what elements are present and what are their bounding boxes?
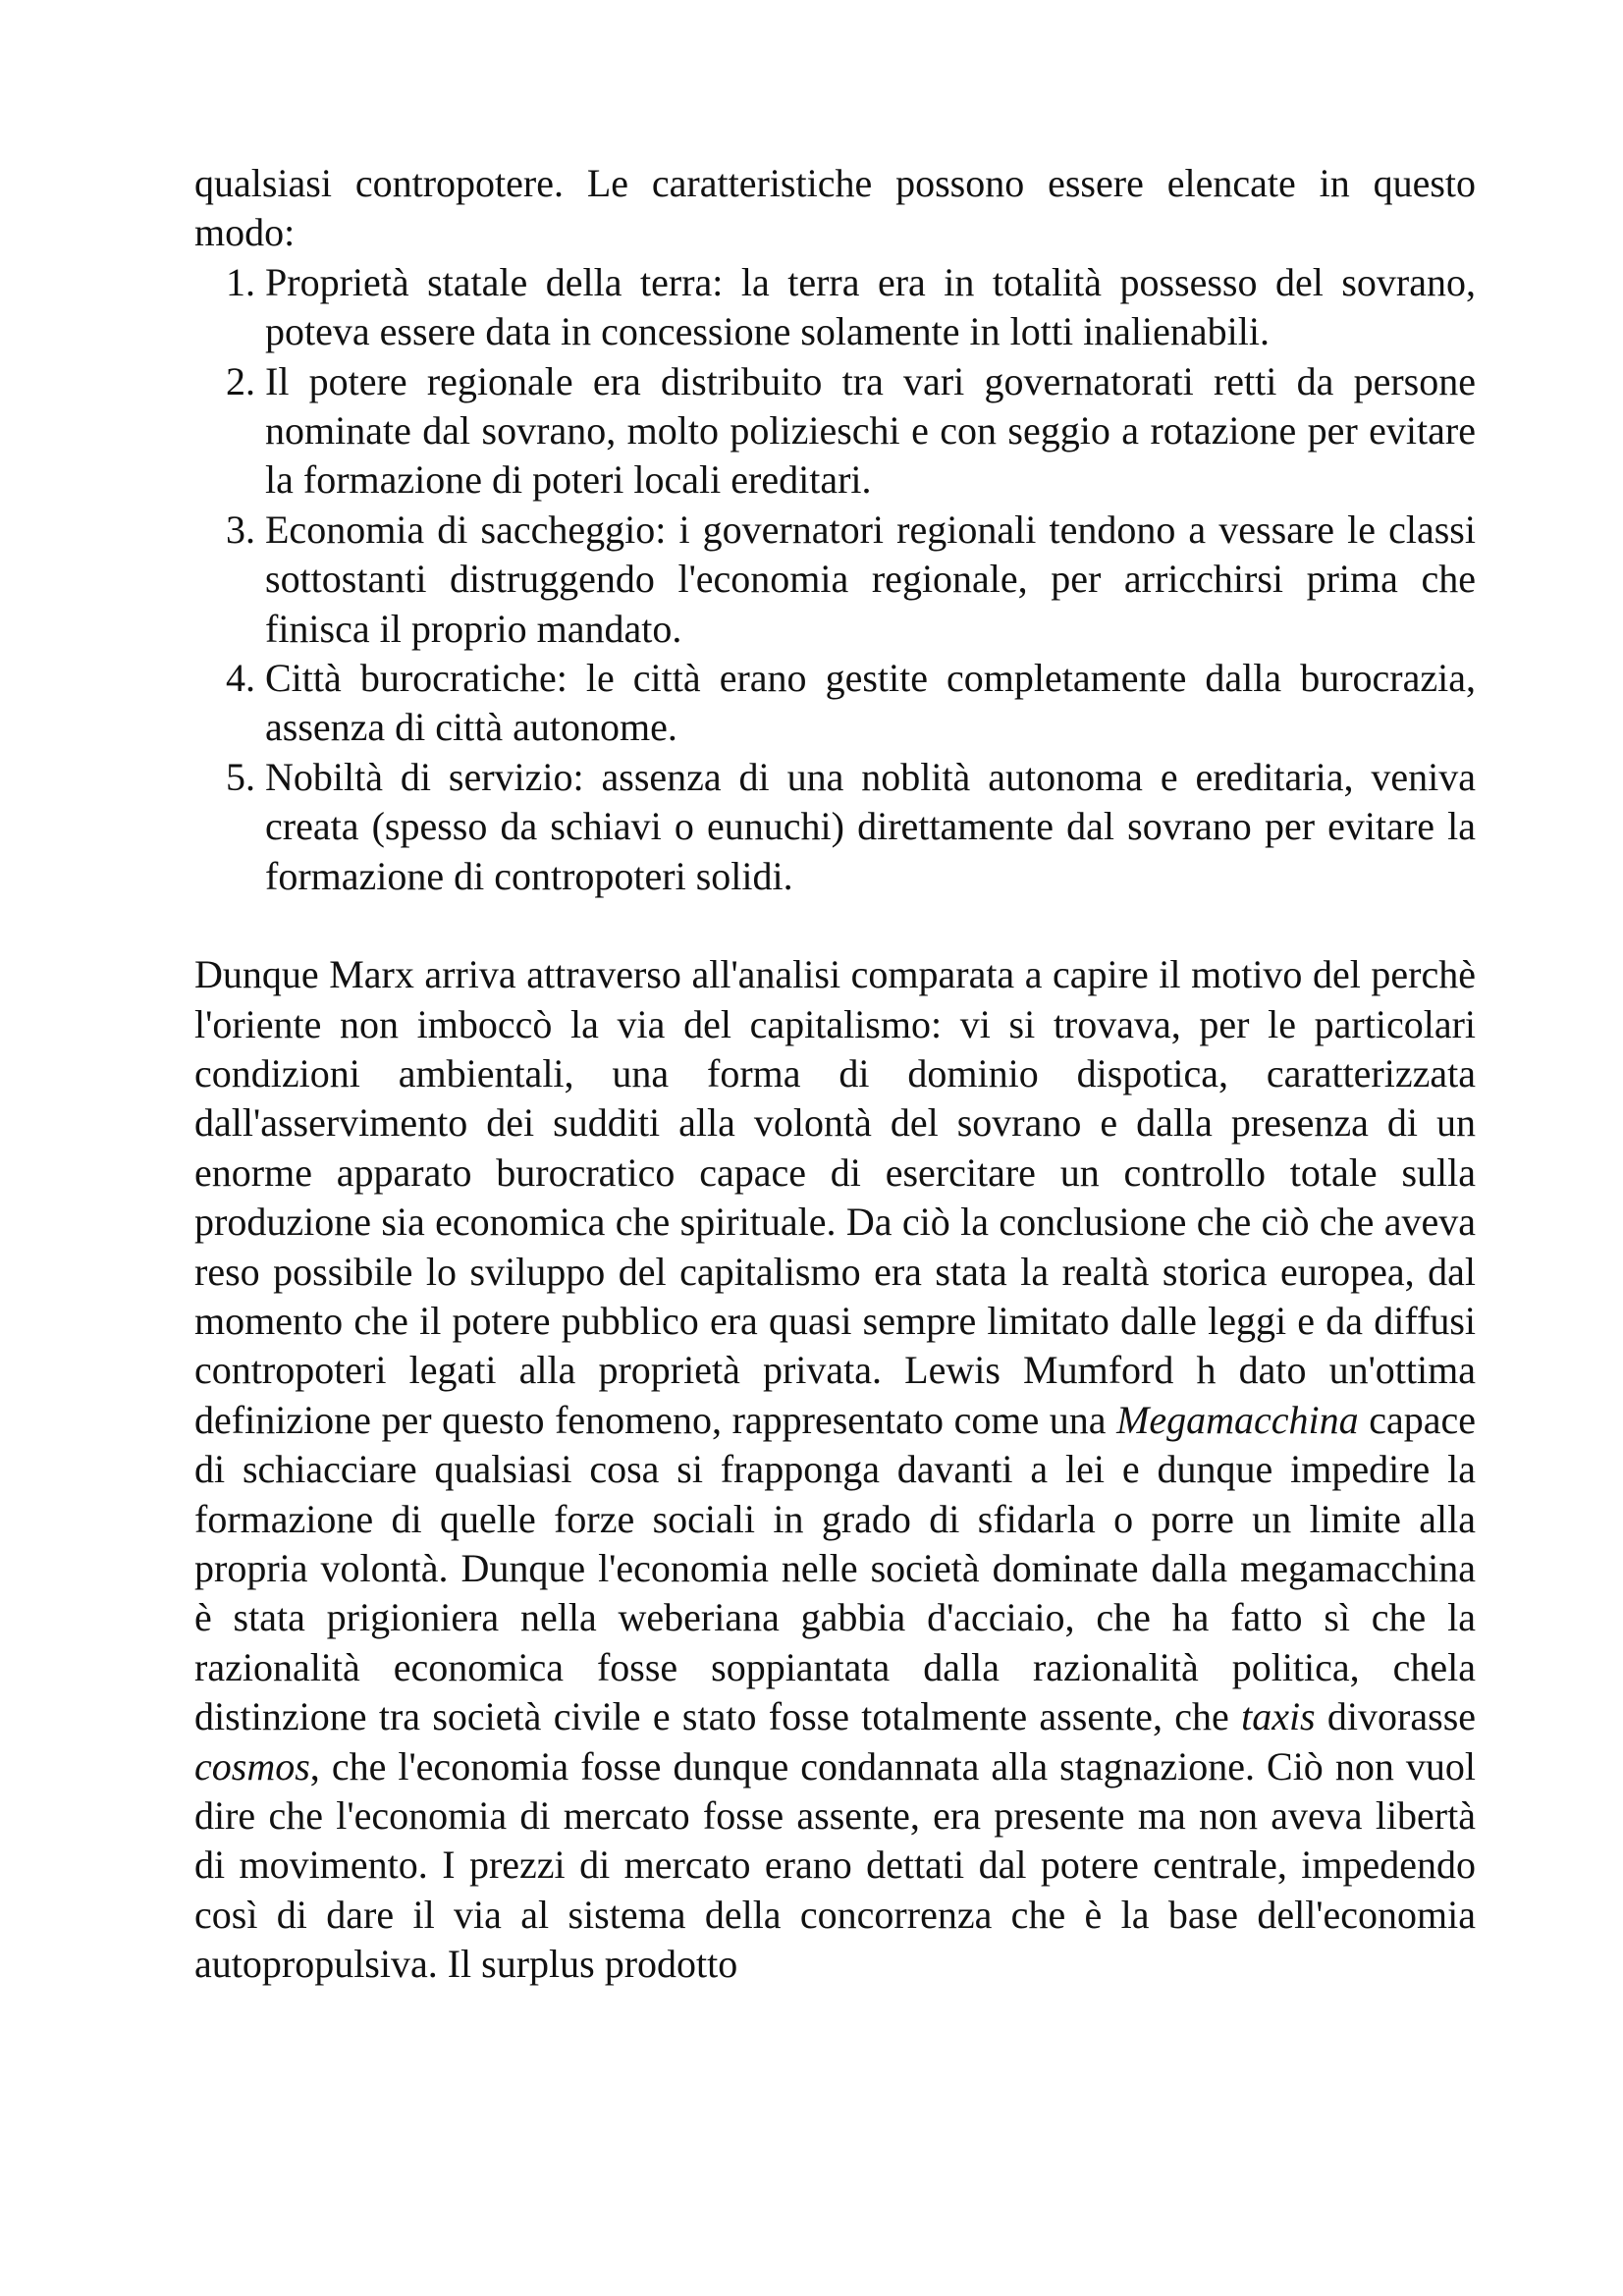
list-item-text: Proprietà statale della terra: la terra era in totalità possesso del sovrano, poteva essere data in concessione solamente in lotti inalienabili. bbox=[265, 259, 1476, 354]
text-body bbox=[194, 159, 1476, 1990]
list-item bbox=[194, 506, 1476, 654]
taxis-term: taxis bbox=[1241, 1694, 1316, 1739]
cosmos-term: cosmos bbox=[194, 1743, 310, 1789]
list-item-text: Nobiltà di servizio: assenza di una noblità autonoma e ereditaria, veniva creata (spesso da schiavi o eunuchi) direttamente dal sovrano per evitare la formazione di contropoteri solidi. bbox=[265, 754, 1476, 898]
list-item bbox=[194, 258, 1476, 357]
list-item bbox=[194, 753, 1476, 901]
characteristics-list bbox=[194, 258, 1476, 901]
list-item-number: 5. bbox=[226, 754, 255, 799]
main-paragraph-part-3: divorasse bbox=[1315, 1694, 1477, 1739]
list-item-number: 1. bbox=[226, 259, 255, 304]
list-item-number: 2. bbox=[226, 358, 255, 403]
list-item-text: Città burocratiche: le città erano gestite completamente dalla burocrazia, assenza di città autonome. bbox=[265, 656, 1476, 750]
megamacchina-term: Megamacchina bbox=[1116, 1397, 1359, 1442]
list-item bbox=[194, 357, 1476, 506]
main-paragraph bbox=[194, 950, 1476, 1990]
main-paragraph-part-2: capace di schiacciare qualsiasi cosa si frapponga davanti a lei e dunque impedire la formazione di quelle forze sociali in grado di sfidarla o porre un limite alla propria volontà. Dunque l'economia nelle società dominate dalla megamacchina è stata prigioniera nella weberiana gabbia d'acciaio, che ha fatto sì che la razionalità economica fosse soppiantata dalla razionalità politica, chela distinzione tra società civile e stato fosse totalmente assente, che bbox=[194, 1397, 1476, 1739]
list-item-text: Il potere regionale era distribuito tra vari governatorati retti da persone nominate dal sovrano, molto polizieschi e con seggio a rotazione per evitare la formazione di poteri locali ereditari. bbox=[265, 358, 1476, 503]
list-item bbox=[194, 654, 1476, 753]
list-item-number: 3. bbox=[226, 507, 255, 552]
main-paragraph-part-4: , che l'economia fosse dunque condannata alla stagnazione. Ciò non vuol dire che l'economia di mercato fosse assente, era presente ma non aveva libertà di movimento. I prezzi di mercato erano dettati dal potere centrale, impedendo così di dare il via al sistema della concorrenza che è la base dell'economia autopropulsiva. Il surplus prodotto bbox=[194, 1743, 1476, 1987]
intro-paragraph: qualsiasi contropotere. Le caratteristiche possono essere elencate in questo modo: bbox=[194, 161, 1476, 255]
list-item-number: 4. bbox=[226, 656, 255, 701]
list-item-text: Economia di saccheggio: i governatori regionali tendono a vessare le classi sottostanti distruggendo l'economia regionale, per arricchirsi prima che finisca il proprio mandato. bbox=[265, 507, 1476, 651]
main-paragraph-part-1: Dunque Marx arriva attraverso all'analisi comparata a capire il motivo del perchè l'oriente non imboccò la via del capitalismo: vi si trovava, per le particolari condizioni ambientali, una forma di dominio dispotica, caratterizzata dall'asservimento dei sudditi alla volontà del sovrano e dalla presenza di un enorme apparato burocratico capace di esercitare un controllo totale sulla produzione sia economica che spirituale. Da ciò la conclusione che ciò che aveva reso possibile lo sviluppo del capitalismo era stata la realtà storica europea, dal momento che il potere pubblico era quasi sempre limitato dalle leggi e da diffusi contropoteri legati alla proprietà privata. Lewis Mumford h dato un'ottima definizione per questo fenomeno, rappresentato come una bbox=[194, 952, 1476, 1442]
